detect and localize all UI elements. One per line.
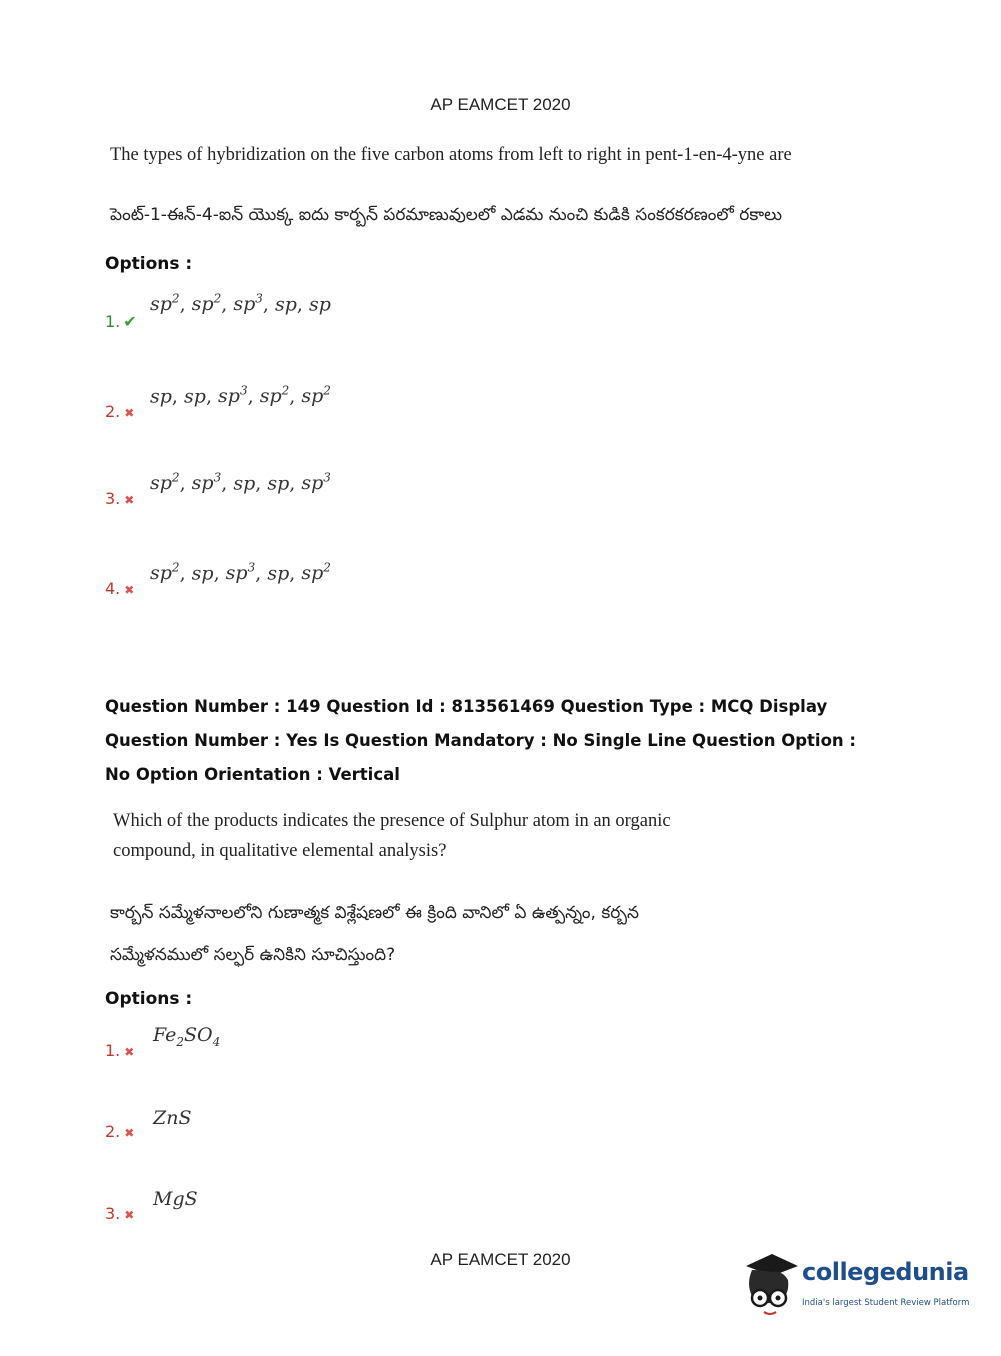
options-label: Options :: [105, 254, 193, 274]
question-text-english: The types of hybridization on the five carbon atoms from left to right in pent-1-en-4-yne are: [110, 145, 792, 165]
page-header: AP EAMCET 2020: [430, 95, 571, 114]
term-exponent: 2: [213, 292, 222, 306]
formula-subscript: 2: [176, 1034, 185, 1049]
question-text-telugu: పెంట్-1-ఈన్-4-ఐన్ యొక్క ఐదు కార్బన్ పరమాణువులలో ఎడమ నుంచి కుడికి సంకరకరణంలో రకాలు: [110, 205, 783, 225]
separator: ,: [289, 385, 302, 408]
option-expression: [150, 292, 331, 315]
term-base: sp: [301, 385, 324, 408]
question-text-english: Which of the products indicates the presence of Sulphur atom in an organic compound, in qualitative elemental analysis?: [113, 811, 671, 861]
cross-icon: ✖: [124, 1045, 135, 1059]
option-expression: [150, 471, 331, 494]
page-footer: AP EAMCET 2020: [430, 1250, 571, 1269]
cross-icon: ✖: [124, 583, 135, 597]
option-number: [105, 579, 134, 598]
formula-subscript: 4: [212, 1034, 221, 1049]
option-number-label: 3.: [105, 489, 121, 508]
option-number: [105, 1041, 134, 1060]
separator: ,: [247, 385, 260, 408]
formula-part: ZnS: [153, 1107, 192, 1129]
term-base: sp: [301, 562, 324, 585]
term-exponent: 2: [323, 384, 331, 398]
hybridization-term: [233, 472, 255, 494]
option-formula: [153, 1188, 198, 1210]
term-base: sp: [150, 385, 172, 408]
separator: ,: [255, 562, 268, 585]
term-base: sp: [150, 293, 172, 316]
check-icon: ✔: [123, 312, 137, 331]
cross-icon: ✖: [124, 1208, 135, 1222]
separator: ,: [179, 293, 192, 316]
term-exponent: 3: [239, 384, 248, 398]
term-exponent: 3: [213, 471, 222, 485]
question-text-telugu: కార్బన్ సమ్మేళనాలలోని గుణాత్మక విశ్లేషణలో ఈ క్రింది వానిలో ఏ ఉత్పన్నం, కర్బన సమ్మేళనములో సల్ఫర్ ఉనికిని సూచిస్తుంది?: [110, 903, 639, 965]
term-base: sp: [233, 293, 256, 316]
hybridization-term: [301, 385, 331, 407]
term-base: sp: [191, 562, 214, 585]
term-exponent: 2: [281, 384, 290, 398]
term-base: sp: [225, 562, 248, 585]
term-base: sp: [267, 562, 290, 585]
separator: ,: [289, 472, 302, 495]
hybridization-term: [226, 562, 256, 584]
term-base: sp: [191, 293, 214, 316]
option-formula: [153, 1107, 191, 1129]
hybridization-term: [192, 293, 222, 315]
term-base: sp: [301, 472, 324, 495]
option-number: [105, 402, 134, 421]
separator: ,: [262, 293, 275, 316]
hybridization-term: [267, 472, 289, 494]
term-exponent: 2: [171, 292, 180, 306]
collegedunia-logo: [742, 1248, 972, 1318]
separator: ,: [205, 385, 219, 408]
cross-icon: ✖: [124, 493, 135, 507]
option-number-label: 2.: [105, 1122, 121, 1141]
term-base: sp: [150, 472, 172, 495]
hybridization-term: [233, 293, 263, 315]
hybridization-term: [301, 562, 331, 584]
term-base: sp: [274, 293, 297, 316]
option-number-label: 4.: [105, 579, 121, 598]
option-number: [105, 1204, 134, 1223]
term-base: sp: [150, 562, 172, 585]
term-exponent: 2: [171, 471, 180, 485]
separator: ,: [179, 472, 192, 495]
option-formula: [153, 1024, 220, 1049]
hybridization-term: [218, 385, 248, 407]
mascot-icon: [742, 1248, 800, 1318]
term-exponent: 2: [171, 561, 180, 575]
term-base: sp: [218, 385, 240, 408]
option-number-label: 2.: [105, 402, 121, 421]
hybridization-term: [301, 472, 331, 494]
hybridization-term: [267, 562, 289, 584]
hybridization-term: [192, 562, 214, 584]
option-number: [105, 489, 134, 508]
formula-part: SO: [184, 1024, 213, 1046]
term-exponent: 3: [323, 471, 331, 485]
formula-part: Fe: [153, 1024, 177, 1046]
cross-icon: ✖: [124, 1126, 135, 1140]
hybridization-term: [260, 385, 290, 407]
term-base: sp: [267, 472, 290, 495]
hybridization-term: [309, 293, 331, 315]
hybridization-term: [192, 472, 222, 494]
formula-part: MgS: [153, 1188, 198, 1210]
term-base: sp: [184, 385, 206, 408]
cross-icon: ✖: [124, 406, 135, 420]
option-number-label: 3.: [105, 1204, 121, 1223]
option-number: [105, 1122, 134, 1141]
separator: ,: [171, 385, 185, 408]
term-exponent: 3: [255, 292, 263, 306]
separator: ,: [255, 472, 268, 495]
separator: ,: [213, 562, 226, 585]
option-number-label: 1.: [105, 1041, 121, 1060]
question-metadata: Question Number : 149 Question Id : 813561469 Question Type : MCQ Display Question Number : Yes Is Question Mandatory : No Single Line Question Option : No Option Orientation : Vertical: [105, 697, 857, 784]
term-base: sp: [191, 472, 214, 495]
options-label: Options :: [105, 989, 193, 1009]
hybridization-term: [275, 293, 297, 315]
option-number-label: 1.: [105, 312, 121, 331]
term-exponent: 2: [323, 561, 331, 575]
separator: ,: [221, 293, 234, 316]
option-expression: [150, 384, 331, 407]
option-expression: [150, 561, 331, 584]
term-base: sp: [308, 293, 331, 316]
term-base: sp: [233, 472, 256, 495]
separator: ,: [221, 472, 234, 495]
separator: ,: [179, 562, 192, 585]
hybridization-term: [150, 472, 180, 494]
term-base: sp: [259, 385, 282, 408]
separator: ,: [296, 293, 309, 316]
hybridization-term: [150, 562, 180, 584]
hybridization-term: [150, 293, 180, 315]
term-exponent: 3: [247, 561, 256, 575]
logo-title: collegedunia: [802, 1258, 969, 1286]
hybridization-term: [184, 385, 206, 407]
option-number: [105, 312, 137, 331]
hybridization-term: [150, 385, 172, 407]
separator: ,: [289, 562, 302, 585]
logo-tagline: India's largest Student Review Platform: [802, 1298, 970, 1308]
